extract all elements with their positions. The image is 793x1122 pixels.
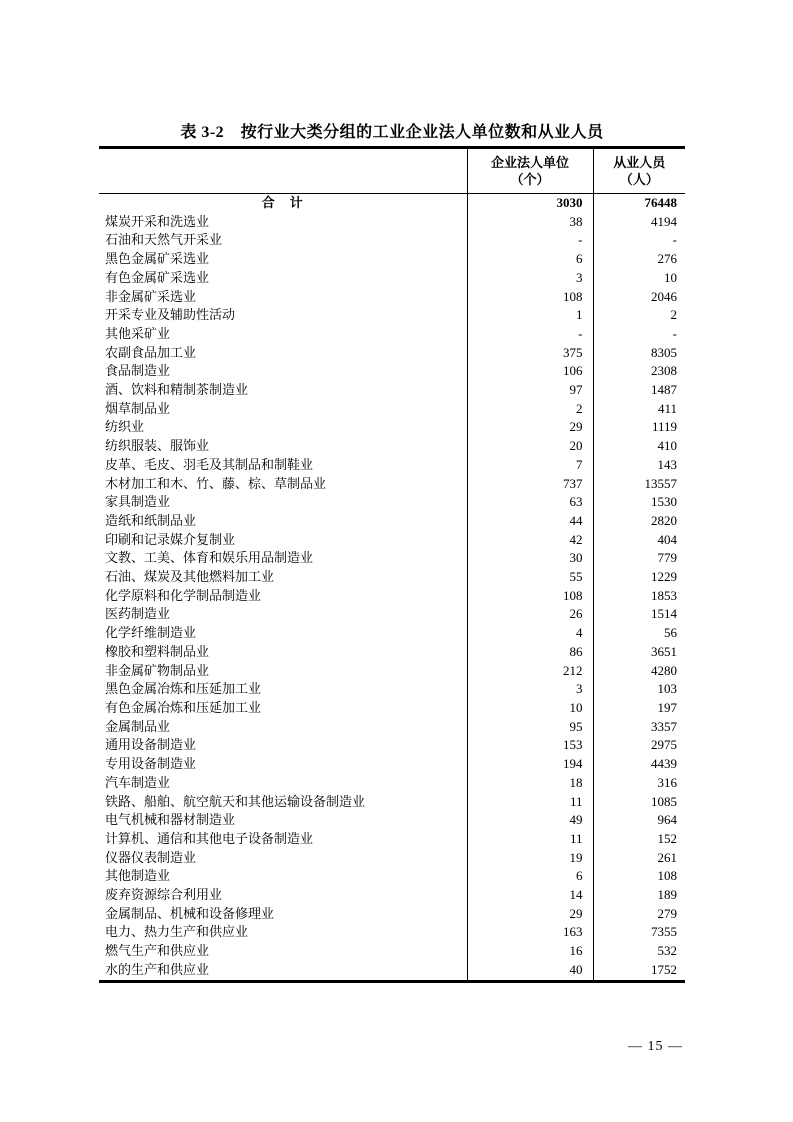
table-row [99,680,685,699]
header-units-label: 企业法人单位 [490,155,569,170]
employees-value: 1085 [593,793,685,812]
industry-name: 合 计 [261,195,304,210]
units-value: 194 [467,755,593,774]
table-row [99,624,685,643]
industry-name: 燃气生产和供应业 [105,943,210,959]
employees-value: 411 [593,400,685,419]
employees-value: 1853 [593,587,685,606]
employees-value: 964 [593,811,685,830]
table-row [99,755,685,774]
table-row [99,568,685,587]
industry-name: 金属制品、机械和设备修理业 [105,905,275,921]
employees-value: 4194 [593,213,685,232]
table-row [99,587,685,606]
industry-name: 酒、饮料和精制茶制造业 [105,382,249,398]
units-value: 2 [467,400,593,419]
units-value: 108 [467,288,593,307]
industry-name: 电力、热力生产和供应业 [105,924,249,940]
employees-value: 143 [593,456,685,475]
industry-name: 皮革、毛皮、羽毛及其制品和制鞋业 [105,456,314,472]
table-row [99,643,685,662]
industry-name: 仪器仪表制造业 [105,849,197,865]
table-row [99,830,685,849]
table-row [99,512,685,531]
industry-name: 有色金属冶炼和压延加工业 [105,699,262,715]
industry-name: 化学原料和化学制品制造业 [105,587,262,603]
table-row [99,736,685,755]
units-value: 7 [467,456,593,475]
industry-name: 铁路、船舶、航空航天和其他运输设备制造业 [105,793,366,809]
units-value: 18 [467,774,593,793]
industry-name: 汽车制造业 [105,774,171,790]
table-row [99,194,685,213]
employees-value: 1752 [593,961,685,981]
industry-name: 水的生产和供应业 [105,961,210,977]
employees-value: 2 [593,306,685,325]
table-row [99,849,685,868]
industry-name: 木材加工和木、竹、藤、棕、草制品业 [105,475,327,491]
header-employees [593,148,685,194]
header-units [467,148,593,194]
units-value: 108 [467,587,593,606]
units-value: 10 [467,699,593,718]
units-value: 153 [467,736,593,755]
employees-value: 1530 [593,493,685,512]
employees-value: 56 [593,624,685,643]
employees-value: - [593,325,685,344]
employees-value: 103 [593,680,685,699]
industry-name: 计算机、通信和其他电子设备制造业 [105,830,314,846]
page-title: 表 3-2 按行业大类分组的工业企业法人单位数和从业人员 [180,124,604,141]
industry-name: 医药制造业 [105,606,171,622]
units-value: 42 [467,531,593,550]
units-value: 3 [467,680,593,699]
employees-value: 2308 [593,362,685,381]
employees-value: 189 [593,886,685,905]
table-row [99,662,685,681]
industry-name: 其他制造业 [105,868,171,884]
units-value: 95 [467,718,593,737]
industry-name: 烟草制品业 [105,400,171,416]
table-row [99,325,685,344]
table-row [99,475,685,494]
units-value: 38 [467,213,593,232]
table-row [99,905,685,924]
units-value: 63 [467,493,593,512]
table-row [99,493,685,512]
employees-value: 152 [593,830,685,849]
units-value: 86 [467,643,593,662]
header-industry-blank [99,148,467,194]
employees-value: 532 [593,942,685,961]
employees-value: 4280 [593,662,685,681]
employees-value: 410 [593,437,685,456]
units-value: 29 [467,418,593,437]
table-row [99,418,685,437]
industry-name: 石油和天然气开采业 [105,232,223,248]
employees-value: 2046 [593,288,685,307]
employees-value: 1487 [593,381,685,400]
table-row [99,793,685,812]
industry-name: 食品制造业 [105,363,171,379]
units-value: 163 [467,923,593,942]
units-value: - [467,325,593,344]
units-value: 106 [467,362,593,381]
table-row [99,306,685,325]
table-row [99,344,685,363]
industry-name: 金属制品业 [105,718,171,734]
table-row [99,531,685,550]
employees-value: 76448 [593,194,685,213]
industry-name: 家具制造业 [105,494,171,510]
employees-value: 1229 [593,568,685,587]
industry-stats-table [99,146,685,983]
table-row [99,923,685,942]
table-row [99,437,685,456]
employees-value: 279 [593,905,685,924]
employees-value: 1514 [593,605,685,624]
units-value: 4 [467,624,593,643]
industry-name: 有色金属矿采选业 [105,269,210,285]
employees-value: 197 [593,699,685,718]
industry-name: 文教、工美、体育和娱乐用品制造业 [105,550,314,566]
table-row [99,867,685,886]
table-row [99,718,685,737]
table-row [99,699,685,718]
industry-name: 造纸和纸制品业 [105,512,197,528]
units-value: 14 [467,886,593,905]
industry-name: 石油、煤炭及其他燃料加工业 [105,569,275,585]
table-row [99,549,685,568]
employees-value: 404 [593,531,685,550]
industry-name: 非金属矿采选业 [105,288,197,304]
employees-value: 3357 [593,718,685,737]
employees-value: 8305 [593,344,685,363]
units-value: - [467,231,593,250]
page-number: — 15 — [628,1039,683,1054]
industry-name: 废弃资源综合利用业 [105,887,223,903]
table-row [99,961,685,981]
industry-name: 黑色金属冶炼和压延加工业 [105,681,262,697]
units-value: 3030 [467,194,593,213]
units-value: 6 [467,867,593,886]
units-value: 375 [467,344,593,363]
units-value: 3 [467,269,593,288]
units-value: 20 [467,437,593,456]
table-row [99,213,685,232]
header-row [99,148,685,194]
industry-name: 其他采矿业 [105,325,171,341]
table-body [99,194,685,982]
industry-name: 纺织服装、服饰业 [105,438,210,454]
header-employees-label: 从业人员 [613,155,666,170]
industry-name: 专用设备制造业 [105,756,197,772]
industry-name: 纺织业 [105,419,145,435]
employees-value: 4439 [593,755,685,774]
table-row [99,269,685,288]
units-value: 40 [467,961,593,981]
industry-name: 通用设备制造业 [105,737,197,753]
employees-value: 108 [593,867,685,886]
header-units-unit: （个） [510,172,550,187]
table-row [99,381,685,400]
table-row [99,456,685,475]
table-row [99,400,685,419]
table-row [99,886,685,905]
table-row [99,774,685,793]
table-row [99,362,685,381]
units-value: 737 [467,475,593,494]
table-row [99,942,685,961]
units-value: 49 [467,811,593,830]
units-value: 1 [467,306,593,325]
table-row [99,231,685,250]
employees-value: - [593,231,685,250]
employees-value: 2820 [593,512,685,531]
table-row [99,811,685,830]
units-value: 97 [467,381,593,400]
employees-value: 7355 [593,923,685,942]
employees-value: 1119 [593,418,685,437]
units-value: 44 [467,512,593,531]
employees-value: 10 [593,269,685,288]
industry-name: 黑色金属矿采选业 [105,251,210,267]
table-row [99,605,685,624]
employees-value: 276 [593,250,685,269]
employees-value: 261 [593,849,685,868]
industry-name: 农副食品加工业 [105,344,197,360]
industry-name: 煤炭开采和洗选业 [105,213,210,229]
employees-value: 13557 [593,475,685,494]
units-value: 26 [467,605,593,624]
units-value: 16 [467,942,593,961]
industry-name: 橡胶和塑料制品业 [105,643,210,659]
units-value: 29 [467,905,593,924]
industry-name: 非金属矿物制品业 [105,662,210,678]
units-value: 11 [467,793,593,812]
table-row [99,250,685,269]
units-value: 30 [467,549,593,568]
industry-name: 电气机械和器材制造业 [105,812,236,828]
units-value: 11 [467,830,593,849]
units-value: 6 [467,250,593,269]
industry-name: 化学纤维制造业 [105,625,197,641]
units-value: 212 [467,662,593,681]
employees-value: 3651 [593,643,685,662]
employees-value: 316 [593,774,685,793]
table-row [99,288,685,307]
header-employees-unit: （人） [619,172,659,187]
units-value: 19 [467,849,593,868]
industry-name: 印刷和记录媒介复制业 [105,531,236,547]
industry-name: 开采专业及辅助性活动 [105,307,236,323]
units-value: 55 [467,568,593,587]
employees-value: 779 [593,549,685,568]
employees-value: 2975 [593,736,685,755]
